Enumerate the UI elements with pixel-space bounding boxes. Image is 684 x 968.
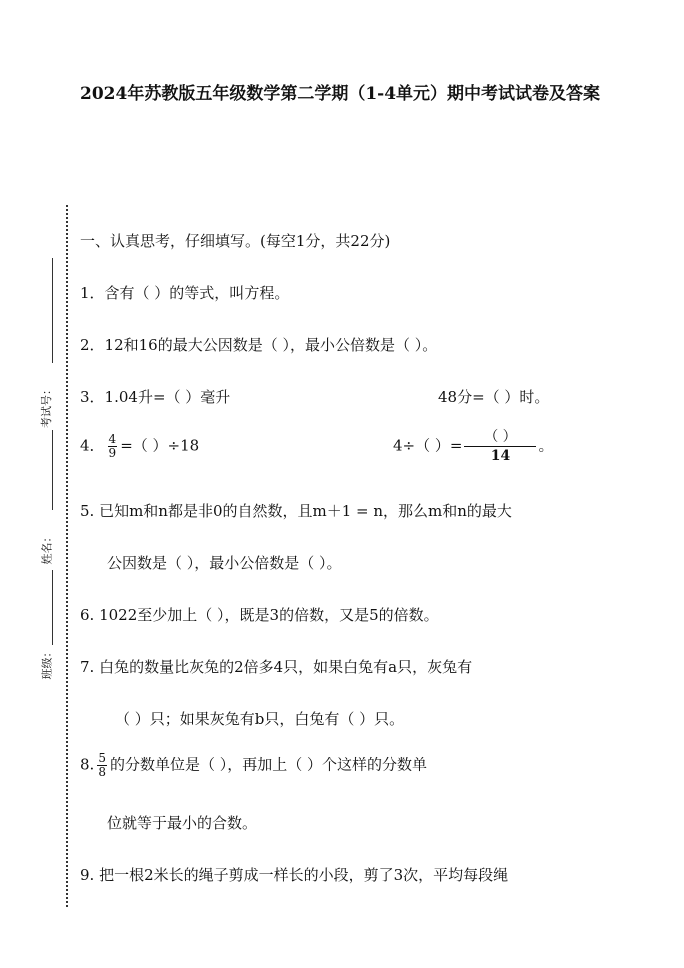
fraction-4-9 [108,433,118,460]
fraction-numerator: 5 [98,751,106,765]
question-6: 6. 1022至少加上（ ），既是3的倍数，又是5的倍数。 [80,606,439,624]
fraction-blank-14 [464,428,536,465]
fraction-denominator: 14 [490,448,511,464]
class-label: 班级： [40,646,54,680]
name-rule [52,430,53,510]
fraction-numerator: （ ） [464,428,536,447]
question-9-line1: 9. 把一根2米长的绳子剪成一样长的小段，剪了3次，平均每段绳 [80,866,509,884]
question-7-line1: 7. 白兔的数量比灰兔的2倍多4只，如果白兔有a只，灰兔有 [80,658,473,676]
exam-no-rule [52,258,53,363]
question-5-line2: 公因数是（ ），最小公倍数是（ ）。 [107,554,342,572]
question-7-line2: （ ）只；如果灰兔有b只，白兔有（ ）只。 [115,710,405,728]
question-8-line1 [80,752,427,779]
name-label: 姓名： [40,531,54,565]
exam-no-label: 考试号： [40,384,53,428]
fraction-denominator: 9 [108,446,117,460]
question-3a: 3．1.04升=（ ）毫升 [80,388,231,406]
fraction-denominator: 8 [98,765,106,779]
question-8-text: 的分数单位是（ ），再加上（ ）个这样的分数单 [109,755,427,774]
question-4-number: 4． [80,436,105,455]
binding-dotted-line [66,205,68,907]
section-heading: 一、认真思考，仔细填写。(每空1分，共22分) [80,232,391,250]
class-rule [52,570,53,645]
question-4a-text: =（ ）÷18 [120,436,200,455]
question-4b-end: 。 [538,436,554,455]
question-8-number: 8. [80,755,95,774]
question-1: 1．含有（ ）的等式，叫方程。 [80,284,290,302]
page-title: 2024年苏教版五年级数学第二学期（1-4单元）期中考试试卷及答案 [80,84,601,104]
question-4b-text: 4÷（ ）= [393,436,463,455]
question-3b: 48分=（ ）时。 [438,388,550,406]
question-2: 2．12和16的最大公因数是（ ），最小公倍数是（ ）。 [80,336,438,354]
fraction-numerator: 4 [108,432,117,446]
fraction-5-8 [97,752,107,779]
question-4a [80,433,199,460]
question-4b [393,428,553,465]
question-8-line2: 位就等于最小的合数。 [107,814,258,832]
question-5-line1: 5. 已知m和n都是非0的自然数，且m＋1 = n，那么m和n的最大 [80,502,512,520]
